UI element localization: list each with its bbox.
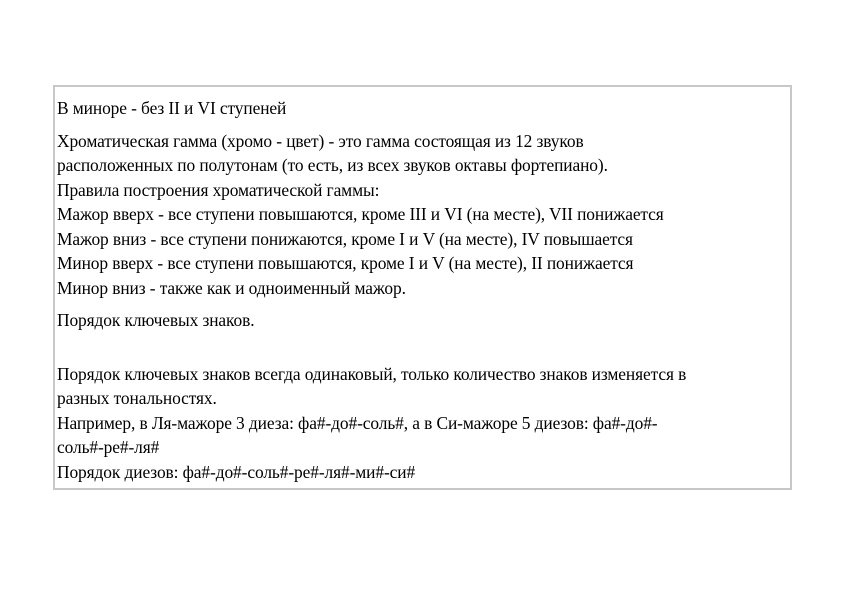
- text-box: [53, 85, 792, 490]
- rule-major-up: Мажор вверх - все ступени повышаются, кроме III и VI (на месте), VII понижается: [57, 204, 664, 224]
- example-line-2: соль#-ре#-ля#: [57, 437, 160, 457]
- rule-minor-down: Минор вниз - также как и одноименный мажор.: [57, 277, 406, 298]
- paragraph-spacer: [57, 300, 790, 308]
- chromatic-definition-line-1: Хроматическая гамма (хромо - цвет) - это гамма состоящая из 12 звуков: [57, 130, 584, 151]
- rule-major-down: Мажор вниз - все ступени понижаются, кроме I и V (на месте), IV повышается: [57, 228, 633, 249]
- key-signatures-heading-paragraph: [57, 308, 790, 333]
- key-signatures-heading: Порядок ключевых знаков.: [57, 310, 255, 330]
- paragraph-spacer: [57, 333, 790, 362]
- minor-note-paragraph: [57, 96, 790, 121]
- key-order-line-1: Порядок ключевых знаков всегда одинаковый, только количество знаков изменяется в: [57, 363, 687, 384]
- chromatic-rules-heading: Правила построения хроматической гаммы:: [57, 179, 380, 200]
- key-signatures-paragraph: [57, 362, 790, 485]
- chromatic-definition-line-2: расположенных по полутонам (то есть, из всех звуков октавы фортепиано).: [57, 155, 608, 175]
- minor-note-text: В миноре - без II и VI ступеней: [57, 98, 287, 118]
- sharps-order-line: Порядок диезов: фа#-до#-соль#-ре#-ля#-ми#-си#: [57, 461, 416, 482]
- chromatic-scale-paragraph: [57, 129, 790, 301]
- paragraph-spacer: [57, 121, 790, 129]
- key-order-line-2: разных тональностях.: [57, 388, 217, 408]
- example-line-1: Например, в Ля-мажоре 3 диеза: фа#-до#-соль#, а в Си-мажоре 5 диезов: фа#-до#-: [57, 412, 658, 433]
- rule-minor-up: Минор вверх - все ступени повышаются, кроме I и V (на месте), II понижается: [57, 253, 634, 273]
